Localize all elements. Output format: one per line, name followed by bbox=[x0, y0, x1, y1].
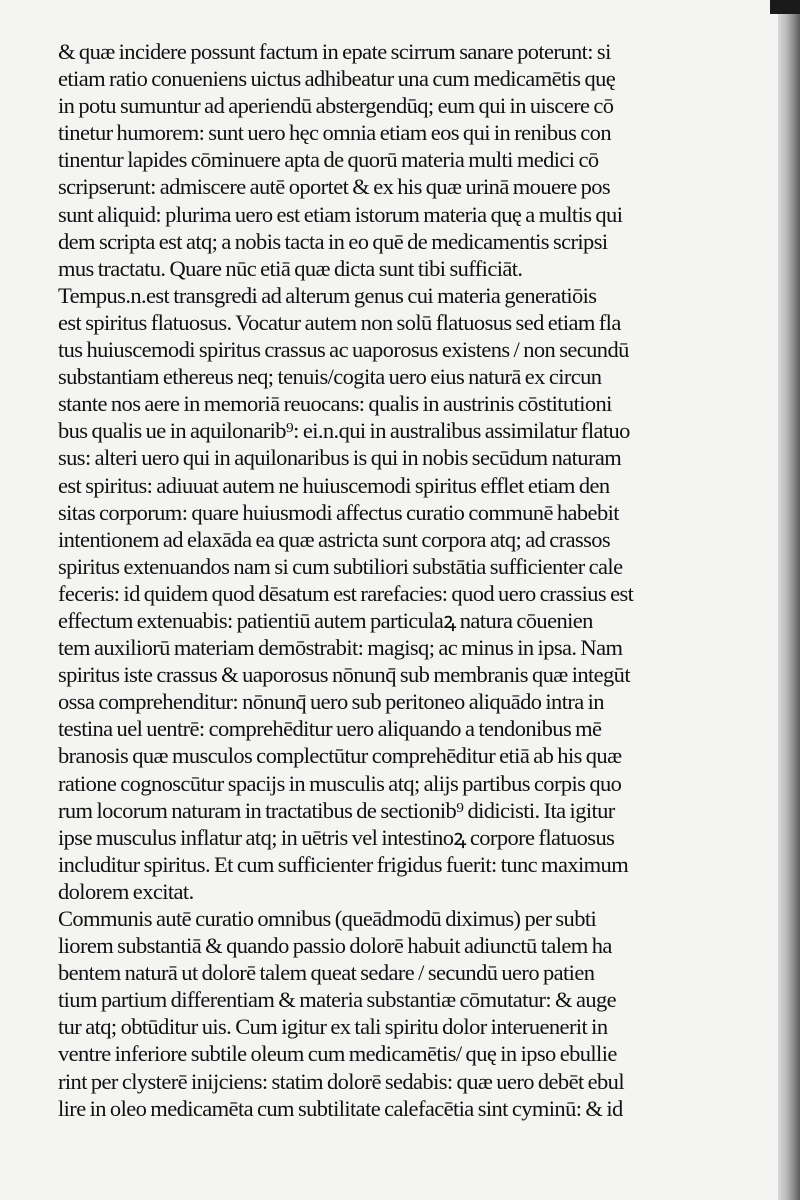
text-line-19: intentionem ad elaxāda ea quæ astricta sunt corpora atq; ad crassos bbox=[58, 526, 611, 552]
text-line-5: tinentur lapides cōminuere apta de quorū materia multi medici cō bbox=[58, 147, 599, 173]
text-line-20: spiritus extenuandos nam si cum subtiliori substātia sufficienter cale bbox=[58, 553, 623, 579]
text-line-3: in potu sumuntur ad aperiendū abstergendūq; eum qui in uiscere cō bbox=[58, 93, 614, 119]
text-line-9: mus tractatu. Quare nūc etiā quæ dicta sunt tibi sufficiāt. bbox=[58, 255, 523, 281]
text-line-21: feceris: id quidem quod dēsatum est rarefacies: quod uero crassius est bbox=[58, 580, 634, 606]
text-line-1: & quæ incidere possunt factum in epate scirrum sanare poterunt: si bbox=[58, 39, 611, 64]
text-line-15: bus qualis ue in aquilonarib⁹: ei.n.qui in australibus assimilatur flatuo bbox=[58, 418, 630, 444]
text-line-36: tium partium differentiam & materia substantiæ cōmutatur: & auge bbox=[58, 987, 617, 1013]
text-line-32: dolorem excitat. bbox=[58, 878, 194, 904]
text-line-24: spiritus iste crassus & uaporosus nōnunq̄ sub membranis quæ integūt bbox=[58, 662, 630, 688]
text-line-40: lire in oleo medicamēta cum subtilitate calefacētia sint cyminū: & id bbox=[58, 1095, 623, 1121]
text-line-26: testina uel uentrē: comprehēditur uero aliquando a tendonibus mē bbox=[58, 716, 602, 742]
text-line-8: dem scripta est atq; a nobis tacta in eo quē de medicamentis scripsi bbox=[58, 228, 608, 254]
text-line-16: sus: alteri uero qui in aquilonaribus is qui in nobis secūdum naturam bbox=[58, 445, 622, 471]
text-line-18: sitas corporum: quare huiusmodi affectus curatio communē habebit bbox=[58, 499, 619, 525]
text-line-27: branosis quæ musculos complectūtur comprehēditur etiā ab his quæ bbox=[58, 743, 622, 769]
page-edge-shadow bbox=[778, 0, 800, 1200]
text-line-10: Tempus.n.est transgredi ad alterum genus cui materia generatiōis bbox=[58, 282, 597, 308]
text-line-39: rint per clysterē inijciens: statim dolorē sedabis: quæ uero debēt ebul bbox=[58, 1068, 624, 1094]
text-line-17: est spiritus: adiuuat autem ne huiuscemodi spiritus efflet etiam den bbox=[58, 472, 610, 498]
text-line-33: Communis autē curatio omnibus (queādmodū diximus) per subti bbox=[58, 906, 597, 931]
text-line-30: ipse musculus inflatur atq; in uētris vel intestinoꝝ corpore flatuosus bbox=[58, 824, 615, 850]
text-line-4: tinetur humorem: sunt uero hęc omnia etiam eos qui in renibus con bbox=[58, 120, 611, 146]
text-line-29: rum locorum naturam in tractatibus de sectionib⁹ didicisti. Ita igitur bbox=[58, 797, 615, 823]
text-line-11: est spiritus flatuosus. Vocatur autem non solū flatuosus sed etiam fla bbox=[58, 309, 621, 335]
text-line-12: tus huiuscemodi spiritus crassus ac uaporosus existens / non secundū bbox=[58, 337, 629, 363]
text-line-13: substantiam ethereus neq; tenuis/cogita uero eius naturā ex circun bbox=[58, 364, 602, 390]
text-line-34: liorem substantiā & quando passio dolorē habuit adiunctū talem ha bbox=[58, 933, 612, 959]
text-line-14: stante nos aere in memoriā reuocans: qualis in austrinis cōstitutioni bbox=[58, 391, 612, 417]
text-line-2: etiam ratio conueniens uictus adhibeatur una cum medicamētis quę bbox=[58, 66, 616, 92]
text-block bbox=[58, 38, 770, 1122]
text-line-28: ratione cognoscūtur spacijs in musculis atq; alijs partibus corpis quo bbox=[58, 770, 622, 796]
page-corner-shadow bbox=[770, 0, 800, 14]
text-line-6: scripserunt: admiscere autē oportet & ex his quæ urinā mouere pos bbox=[58, 174, 611, 200]
text-line-38: ventre inferiore subtile oleum cum medicamētis/ quę in ipso ebullie bbox=[58, 1041, 617, 1067]
text-line-7: sunt aliquid: plurima uero est etiam istorum materia quę a multis qui bbox=[58, 201, 623, 227]
text-line-23: tem auxiliorū materiam demōstrabit: magisq; ac minus in ipsa. Nam bbox=[58, 635, 623, 661]
text-line-37: tur atq; obtūditur uis. Cum igitur ex tali spiritu dolor interuenerit in bbox=[58, 1014, 608, 1040]
text-line-22: effectum extenuabis: patientiū autem particulaꝝ natura cōuenien bbox=[58, 607, 593, 633]
text-line-25: ossa comprehenditur: nōnunq̄ uero sub peritoneo aliquādo intra in bbox=[58, 689, 604, 715]
text-line-31: includitur spiritus. Et cum sufficienter frigidus fuerit: tunc maximum bbox=[58, 851, 629, 877]
text-line-35: bentem naturā ut dolorē talem queat sedare / secundū uero patien bbox=[58, 960, 595, 986]
